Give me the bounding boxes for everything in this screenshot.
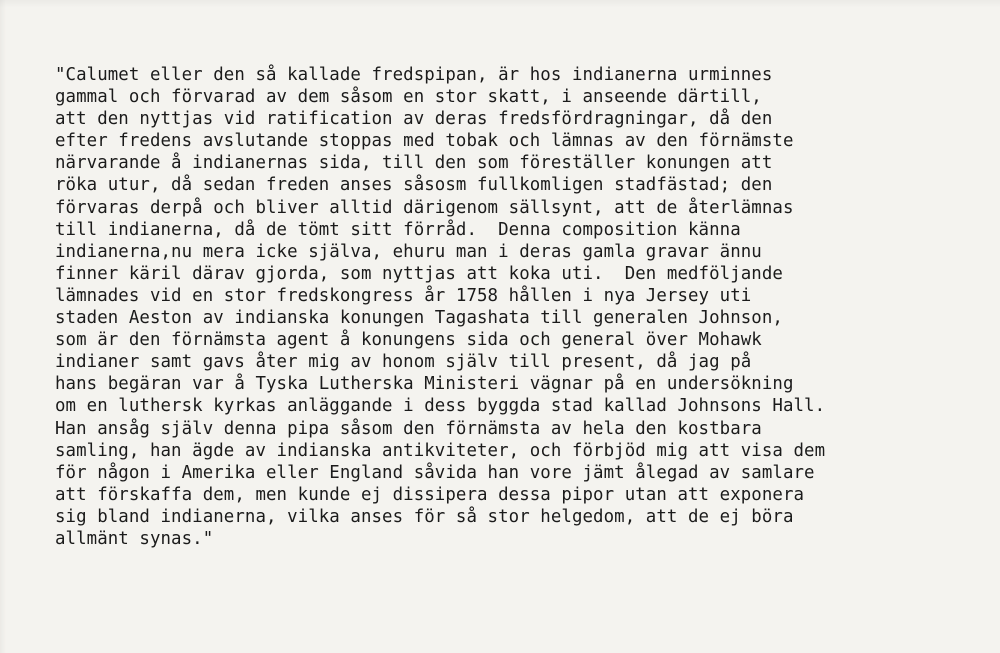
text-line: staden Aeston av indianska konungen Tagashata till generalen Johnson, [55, 308, 783, 329]
text-line: om en luthersk kyrkas anläggande i dess byggda stad kallad Johnsons Hall. [55, 396, 826, 417]
text-line: som är den förnämsta agent å konungens sida och general över Mohawk [55, 330, 762, 351]
text-line: indianerna,nu mera icke själva, ehuru man i deras gamla gravar ännu [55, 241, 762, 262]
text-line: att förskaffa dem, men kunde ej dissipera dessa pipor utan att exponera [55, 484, 805, 505]
text-line: allmänt synas." [55, 528, 214, 549]
text-line: att den nyttjas vid ratification av deras fredsfördragningar, då den [55, 109, 773, 130]
text-line: Han ansåg själv denna pipa såsom den förnämsta av hela den kostbara [55, 418, 762, 439]
text-line: röka utur, då sedan freden anses såsosm fullkomligen stadfästad; den [55, 175, 773, 196]
text-line: gammal och förvarad av dem såsom en stor skatt, i anseende därtill, [55, 87, 762, 108]
text-line: samling, han ägde av indianska antikviteter, och förbjöd mig att visa dem [55, 440, 826, 461]
text-line: efter fredens avslutande stoppas med tobak och lämnas av den förnämste [55, 131, 794, 152]
text-line: för någon i Amerika eller England såvida han vore jämt ålegad av samlare [55, 462, 815, 483]
text-line: "Calumet eller den så kallade fredspipan, är hos indianerna urminnes [55, 65, 773, 85]
text-line: förvaras derpå och bliver alltid därigenom sällsynt, att de återlämnas [55, 197, 794, 218]
text-line: sig bland indianerna, vilka anses för så stor helgedom, att de ej böra [55, 506, 794, 527]
text-line: hans begäran var å Tyska Lutherska Ministeri vägnar på en undersökning [55, 374, 794, 395]
text-line: indianer samt gavs åter mig av honom själv till present, då jag på [55, 352, 752, 373]
text-line: närvarande å indianernas sida, till den som föreställer konungen att [55, 153, 773, 174]
text-line: till indianerna, då de tömt sitt förråd. Denna composition känna [55, 219, 741, 240]
text-line: lämnades vid en stor fredskongress år 1758 hållen i nya Jersey uti [55, 285, 752, 306]
text-line: finner käril därav gjorda, som nyttjas att koka uti. Den medföljande [55, 263, 783, 284]
typewritten-paragraph [55, 64, 985, 550]
